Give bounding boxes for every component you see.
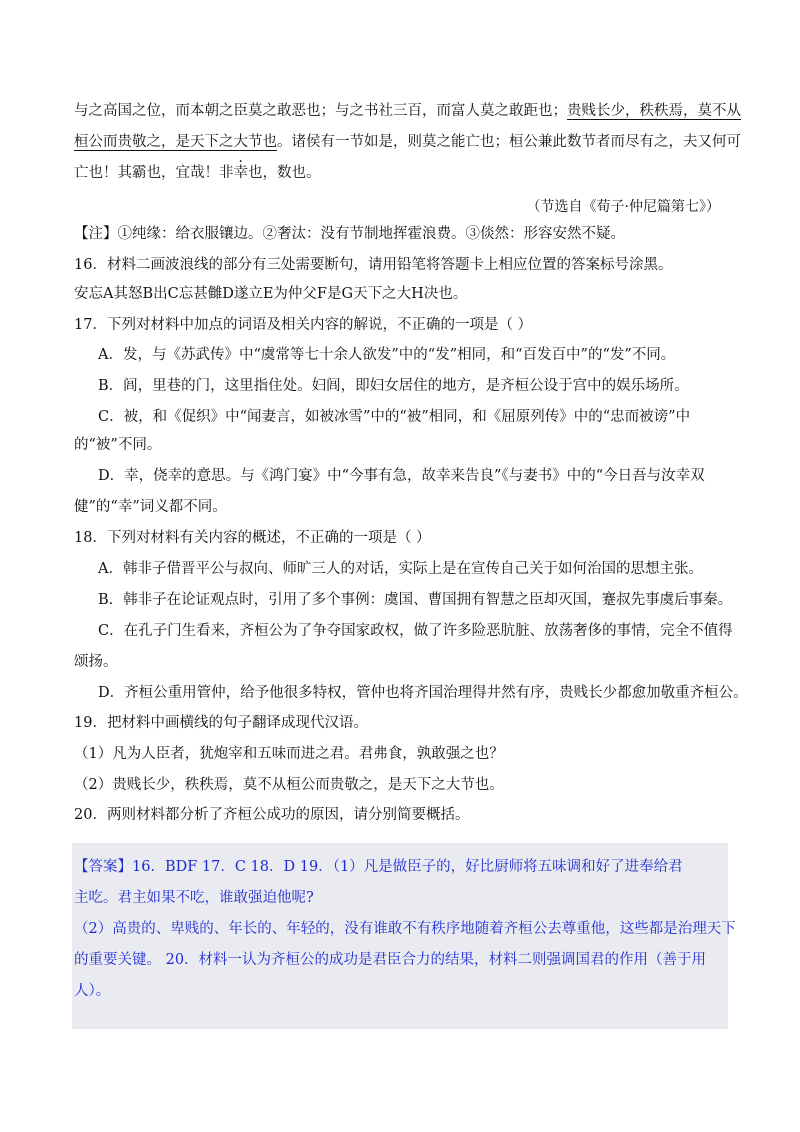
question-20-stem: 20．两则材料都分析了齐桓公成功的原因，请分别简要概括。	[74, 807, 470, 823]
dotted-word: 幸	[233, 165, 248, 181]
question-18-option-a: A．韩非子借晋平公与叔向、师旷三人的对话，实际上是在宣传自己关于如何治国的思想主张。	[98, 561, 703, 577]
question-17-stem: 17．下列对材料中加点的词语及相关内容的解说，不正确的一项是（ ）	[74, 317, 533, 333]
passage-text: 。诸侯有一节如是，则莫之能亡也；桓公兼此数节者而尽有之，夫又何可	[277, 134, 741, 150]
passage-text: 也，数也。	[248, 165, 321, 181]
annotation-note: 【注】①纯缘：给衣服镶边。②奢汰：没有节制地挥霍浪费。③倓然：形容安然不疑。	[74, 226, 625, 242]
question-17-option-a: A．发，与《苏武传》中“虞常等七十余人欲发”中的“发”相同，和“百发百中”的“发”不同。	[98, 347, 676, 363]
question-16-text: 安忘A其怒B出C忘甚雠D遂立E为仲父F是G天下之大H决也。	[74, 286, 468, 302]
question-17-option-b: B．闾，里巷的门，这里指住处。妇闾，即妇女居住的地方，是齐桓公设于宫中的娱乐场所。	[98, 378, 689, 394]
question-18-stem: 18．下列对材料有关内容的概述，不正确的一项是（ ）	[74, 530, 431, 546]
passage-line-2	[74, 135, 741, 150]
answer-line-4: 的重要关键。 20．材料一认为齐桓公的成功是君臣合力的结果，材料二则强调国君的作用（善于用	[74, 952, 707, 968]
passage-line-1	[74, 104, 741, 119]
answer-line-5: 人）。	[74, 983, 111, 999]
passage-line-3	[74, 166, 321, 181]
question-18-option-c: C．在孔子门生看来，齐桓公为了争夺国家政权，做了许多险恶肮脏、放荡奢侈的事情，完全不值得	[98, 623, 733, 639]
question-17-option-c-cont: 的“被”不同。	[74, 437, 162, 453]
passage-text: 亡也！其霸也，宜哉！非	[74, 165, 234, 181]
question-17-option-d-cont: 健”的“幸”词义都不同。	[74, 499, 227, 515]
question-17-option-c: C．被，和《促织》中“闻妻言，如被冰雪”中的“被”相同，和《屈原列传》中的“忠而被谤”中	[98, 409, 691, 425]
answer-text: 16．BDF 17．C 18．D 19．（1）凡是做臣子的，好比厨师将五味调和好了进奉给君	[132, 859, 683, 875]
question-18-option-c-cont: 颂扬。	[74, 654, 118, 670]
source-citation: （节选自《荀子·仲尼篇第七》）	[526, 199, 720, 215]
question-18-option-d: D．齐桓公重用管仲，给予他很多特权，管仲也将齐国治理得井然有序，贵贱长少都愈加敬重齐桓公。	[98, 685, 748, 701]
answer-line-1	[74, 860, 683, 875]
underlined-sentence: 桓公而贵敬之，是天下之大节也	[74, 134, 277, 150]
question-18-option-b: B．韩非子在论证观点时，引用了多个事例：虞国、曹国拥有智慧之臣却灭国，蹇叔先事虞后事秦。	[98, 592, 733, 608]
question-16-stem: 16．材料二画波浪线的部分有三处需要断句，请用铅笔将答题卡上相应位置的答案标号涂黑。	[74, 257, 673, 273]
question-19-sentence-1: （1）凡为人臣者，犹炮宰和五味而进之君。君弗食，孰敢强之也？	[74, 746, 504, 762]
answer-tag: 【答案】	[74, 859, 132, 875]
question-19-stem: 19．把材料中画横线的句子翻译成现代汉语。	[74, 715, 368, 731]
answer-line-2: 主吃。君主如果不吃，谁敢强迫他呢?	[74, 890, 314, 906]
answer-line-3: （2）高贵的、卑贱的、年长的、年轻的，没有谁敢不有秩序地随着齐桓公去尊重他，这些都是治理天下	[74, 921, 736, 937]
question-19-sentence-2: （2）贵贱长少，秩秩焉，莫不从桓公而贵敬之，是天下之大节也。	[74, 777, 504, 793]
passage-text: 与之高国之位，而本朝之臣莫之敢恶也；与之书社三百，而富人莫之敢距也；	[74, 103, 567, 119]
underlined-sentence: 贵贱长少，秩秩焉，莫不从	[567, 103, 741, 119]
question-17-option-d: D．幸，侥幸的意思。与《鸿门宴》中“今事有急，故幸来告良”《与妻书》中的“今日吾与汝幸双	[98, 468, 705, 484]
